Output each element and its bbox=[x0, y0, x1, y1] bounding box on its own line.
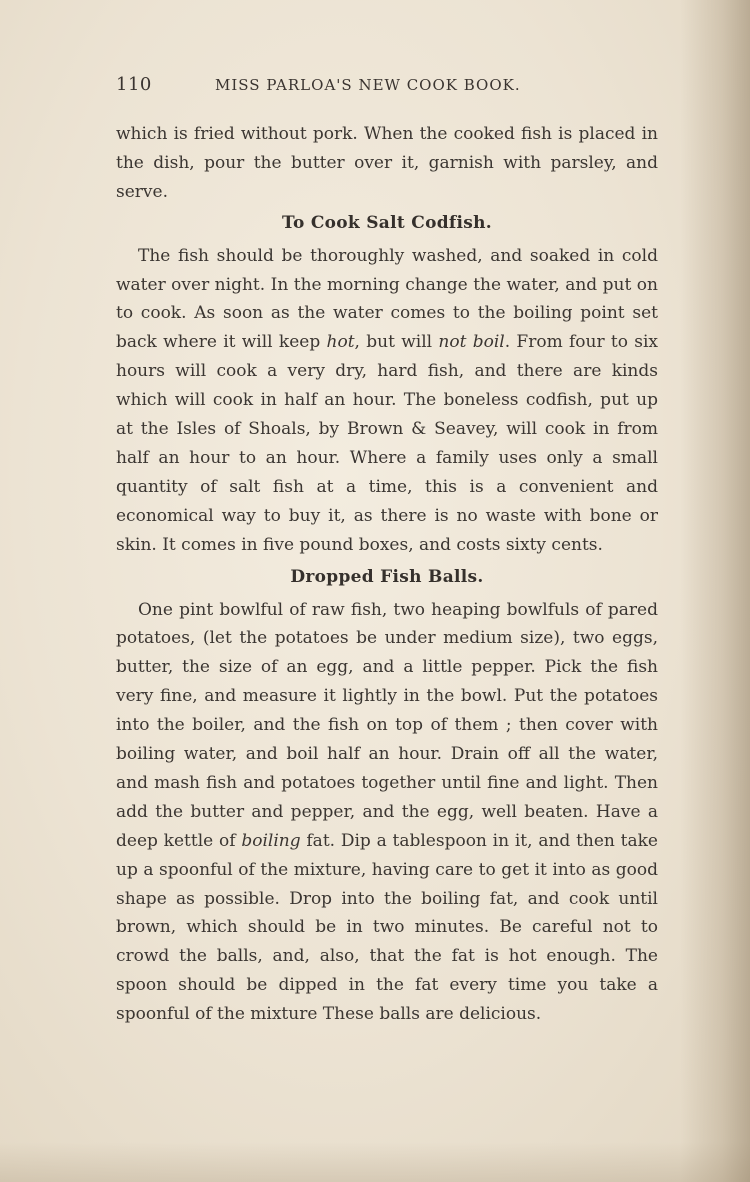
book-title: MISS PARLOA'S NEW COOK BOOK. bbox=[215, 76, 521, 94]
text-block bbox=[116, 120, 658, 1029]
codfish-text-3: . From four to six hours will cook a very dry, hard fish, and there are kinds which will cook in half an hour. The boneless codfish, put up at the Isles of Shoals, by Brown & Seavey, will cook in from half an hour to an hour. Where a family uses only a small quantity of salt fish at a time, this is a convenient and economical way to buy it, as there is no waste with bone or skin. It comes in five pound boxes, and costs sixty cents. bbox=[116, 332, 659, 555]
codfish-emphasis-hot: hot bbox=[326, 332, 355, 353]
running-head bbox=[116, 74, 660, 100]
fishballs-emphasis-boiling: boiling bbox=[241, 830, 301, 851]
fishballs-paragraph bbox=[116, 596, 658, 1030]
codfish-emphasis-not-boil: not boil bbox=[438, 332, 505, 353]
codfish-text-2: , but will bbox=[354, 332, 439, 353]
codfish-paragraph bbox=[116, 242, 658, 560]
fishballs-text-1: One pint bowlful of raw fish, two heaping bowlfuls of pared potatoes, (let the potatoes be under medium size), two eggs, butter, the size of an egg, and a little pepper. Pick the fish very fine, and measure it lightly in the bowl. Put the potatoes into the boiler, and the fish on top of them ; then cover with boiling water, and boil half an hour. Drain off all the water, and mash fish and potatoes together until fine and light. Then add the butter and pepper, and the egg, well beaten. Have a deep kettle of bbox=[116, 599, 658, 851]
heading-dropped-fish-balls: Dropped Fish Balls. bbox=[290, 566, 484, 587]
continuation-paragraph: which is fried without pork. When the cooked fish is placed in the dish, pour the butter over it, garnish with parsley, and serve. bbox=[116, 124, 658, 202]
fishballs-text-2: fat. Dip a tablespoon in it, and then take up a spoonful of the mixture, having care to get it into as good shape as possible. Drop into the boiling fat, and cook until brown, which should be in two minutes. Be careful not to crowd the balls, and, also, that the fat is hot enough. The spoon should be dipped in the fat every time you take a spoonful of the mixture These balls are delicious. bbox=[116, 830, 658, 1025]
heading-salt-codfish: To Cook Salt Codfish. bbox=[281, 212, 493, 233]
codfish-text-1: The fish should be thoroughly washed, and soaked in cold water over night. In the morning change the water, and put on to cook. As soon as the water comes to the boiling point set back where it will keep bbox=[116, 245, 658, 353]
page-number: 110 bbox=[116, 74, 152, 95]
